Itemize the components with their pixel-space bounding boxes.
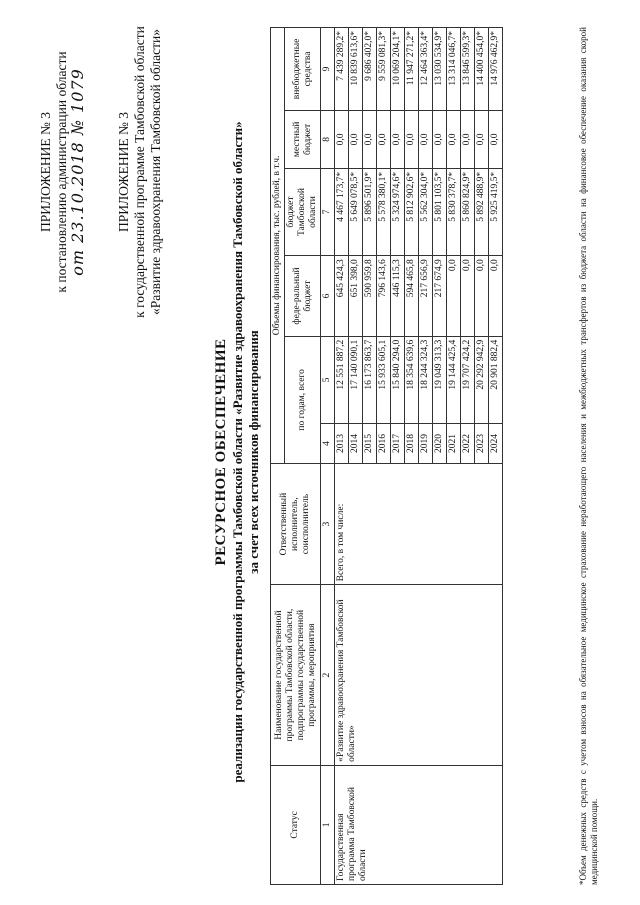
local-cell: 0,0 (489, 110, 503, 168)
federal-cell: 0,0 (447, 256, 461, 337)
extrabudgetary-cell: 13 314 046,7* (447, 28, 461, 111)
regional-cell: 5 812 902,6* (405, 168, 419, 255)
federal-cell: 446 115,3 (391, 256, 405, 337)
header-funding-volume: Объемы финансирования, тыс. рублей, в т.ч. (271, 28, 285, 464)
total-cell: 15 840 294,0 (391, 336, 405, 423)
header-total-by-years: по годам, всего (285, 336, 321, 463)
heading-subtitle-2: за счет всех источников финансирования (246, 330, 261, 574)
local-cell: 0,0 (461, 110, 475, 168)
local-cell: 0,0 (475, 110, 489, 168)
year-cell: 2024 (489, 424, 503, 464)
regional-cell: 5 578 380,1* (377, 168, 391, 255)
federal-cell: 651 398,0 (349, 256, 363, 337)
local-cell: 0,0 (405, 110, 419, 168)
extrabudgetary-cell: 13 030 534,9* (433, 28, 447, 111)
year-cell: 2018 (405, 424, 419, 464)
total-cell: 19 144 425,4 (447, 336, 461, 423)
extrabudgetary-cell: 10 069 204,1* (391, 28, 405, 111)
appendix-to-program (116, 22, 164, 322)
header-responsible: Ответственный исполнитель, соисполнитель (271, 463, 321, 584)
total-cell: 15 933 605,1 (377, 336, 391, 423)
program-name-cell: «Развитие здравоохранения Тамбовской области» (335, 585, 503, 765)
federal-cell: 0,0 (489, 256, 503, 337)
local-cell: 0,0 (391, 110, 405, 168)
local-cell: 0,0 (433, 110, 447, 168)
regional-cell: 4 467 173,7* (335, 168, 349, 255)
column-number: 1 (321, 765, 335, 884)
year-cell: 2014 (349, 424, 363, 464)
header-federal-budget: феде-ральный бюджет (285, 256, 321, 337)
column-number: 4 (321, 424, 335, 464)
year-cell: 2021 (447, 424, 461, 464)
total-cell: 12 551 887,2 (335, 336, 349, 423)
total-cell: 20 901 882,4 (489, 336, 503, 423)
appendix-title-2: ПРИЛОЖЕНИЕ № 3 (116, 111, 131, 233)
federal-cell: 0,0 (475, 256, 489, 337)
year-cell: 2017 (391, 424, 405, 464)
column-number: 8 (321, 110, 335, 168)
total-cell: 18 354 639,6 (405, 336, 419, 423)
total-cell: 16 173 863,7 (363, 336, 377, 423)
header-extrabudgetary: внебюджетные средства (285, 28, 321, 111)
total-cell: 19 707 424,2 (461, 336, 475, 423)
column-number: 9 (321, 28, 335, 111)
funding-table (270, 27, 503, 885)
regional-cell: 5 860 824,9* (461, 168, 475, 255)
extrabudgetary-cell: 14 400 454,0* (475, 28, 489, 111)
heading-subtitle: реализации государственной программы Тамбовской области «Развитие здравоохранения Тамбовской области» (230, 121, 245, 783)
appendix-to-resolution (38, 22, 86, 322)
header-program-name: Наименование государственной программы Тамбовской области, подпрограммы государственной программы, мероприятия (271, 585, 321, 765)
heading-title: РЕСУРСНОЕ ОБЕСПЕЧЕНИЕ (213, 338, 229, 566)
year-cell: 2020 (433, 424, 447, 464)
year-cell: 2015 (363, 424, 377, 464)
header-local-budget: местный бюджет (285, 110, 321, 168)
regional-cell: 5 649 078,5* (349, 168, 363, 255)
funding-table-body (335, 28, 503, 885)
header-status: Статус (271, 765, 321, 884)
header-regional-budget: бюджет Тамбовской области (285, 168, 321, 255)
extrabudgetary-cell: 14 976 462,9* (489, 28, 503, 111)
handwritten-date-number: от 23.10.2018 № 1079 (68, 68, 87, 276)
year-cell: 2013 (335, 424, 349, 464)
year-cell: 2016 (377, 424, 391, 464)
appendix-resolution-line: к постановлению администрации области (54, 51, 69, 293)
regional-cell: 5 892 488,9* (475, 168, 489, 255)
column-number: 2 (321, 585, 335, 765)
extrabudgetary-cell: 11 947 271,2* (405, 28, 419, 111)
extrabudgetary-cell: 9 686 402,0* (363, 28, 377, 111)
column-number: 7 (321, 168, 335, 255)
extrabudgetary-cell: 7 439 289,2* (335, 28, 349, 111)
status-cell: Государственная программа Тамбовской области (335, 765, 503, 884)
table-row (335, 28, 349, 885)
federal-cell: 0,0 (461, 256, 475, 337)
federal-cell: 796 143,6 (377, 256, 391, 337)
column-number: 3 (321, 463, 335, 584)
column-number: 5 (321, 336, 335, 423)
regional-cell: 5 801 103,5* (433, 168, 447, 255)
responsible-cell: Всего, в том числе: (335, 463, 503, 584)
regional-cell: 5 830 378,7* (447, 168, 461, 255)
regional-cell: 5 562 304,0* (419, 168, 433, 255)
federal-cell: 645 424,3 (335, 256, 349, 337)
year-cell: 2023 (475, 424, 489, 464)
column-number: 6 (321, 256, 335, 337)
federal-cell: 590 959,8 (363, 256, 377, 337)
local-cell: 0,0 (349, 110, 363, 168)
federal-cell: 594 465,8 (405, 256, 419, 337)
local-cell: 0,0 (363, 110, 377, 168)
extrabudgetary-cell: 13 846 599,3* (461, 28, 475, 111)
federal-cell: 217 656,9 (419, 256, 433, 337)
extrabudgetary-cell: 10 839 613,6* (349, 28, 363, 111)
appendix-title: ПРИЛОЖЕНИЕ № 3 (38, 111, 53, 233)
extrabudgetary-cell: 12 464 363,4* (419, 28, 433, 111)
appendix-program-line: к государственной программе Тамбовской области (132, 26, 147, 318)
year-cell: 2022 (461, 424, 475, 464)
total-cell: 18 244 324,3 (419, 336, 433, 423)
total-cell: 17 140 090,1 (349, 336, 363, 423)
year-cell: 2019 (419, 424, 433, 464)
federal-cell: 217 674,9 (433, 256, 447, 337)
regional-cell: 5 925 419,5* (489, 168, 503, 255)
regional-cell: 5 896 501,9* (363, 168, 377, 255)
rotated-document-page (30, 17, 610, 887)
local-cell: 0,0 (335, 110, 349, 168)
document-heading (212, 17, 262, 887)
footnote: *Объем денежных средств с учетом взносов на обязательное медицинское страхование неработающего населения и межбюджетных трансфертов из бюджета области на финансовое обеспечение оказания скорой медицинской помощи. (578, 27, 599, 885)
local-cell: 0,0 (447, 110, 461, 168)
local-cell: 0,0 (377, 110, 391, 168)
total-cell: 20 292 942,9 (475, 336, 489, 423)
extrabudgetary-cell: 9 559 081,3* (377, 28, 391, 111)
appendix-program-name: «Развитие здравоохранения Тамбовской области» (148, 29, 163, 316)
local-cell: 0,0 (419, 110, 433, 168)
regional-cell: 5 324 974,6* (391, 168, 405, 255)
total-cell: 19 049 313,3 (433, 336, 447, 423)
